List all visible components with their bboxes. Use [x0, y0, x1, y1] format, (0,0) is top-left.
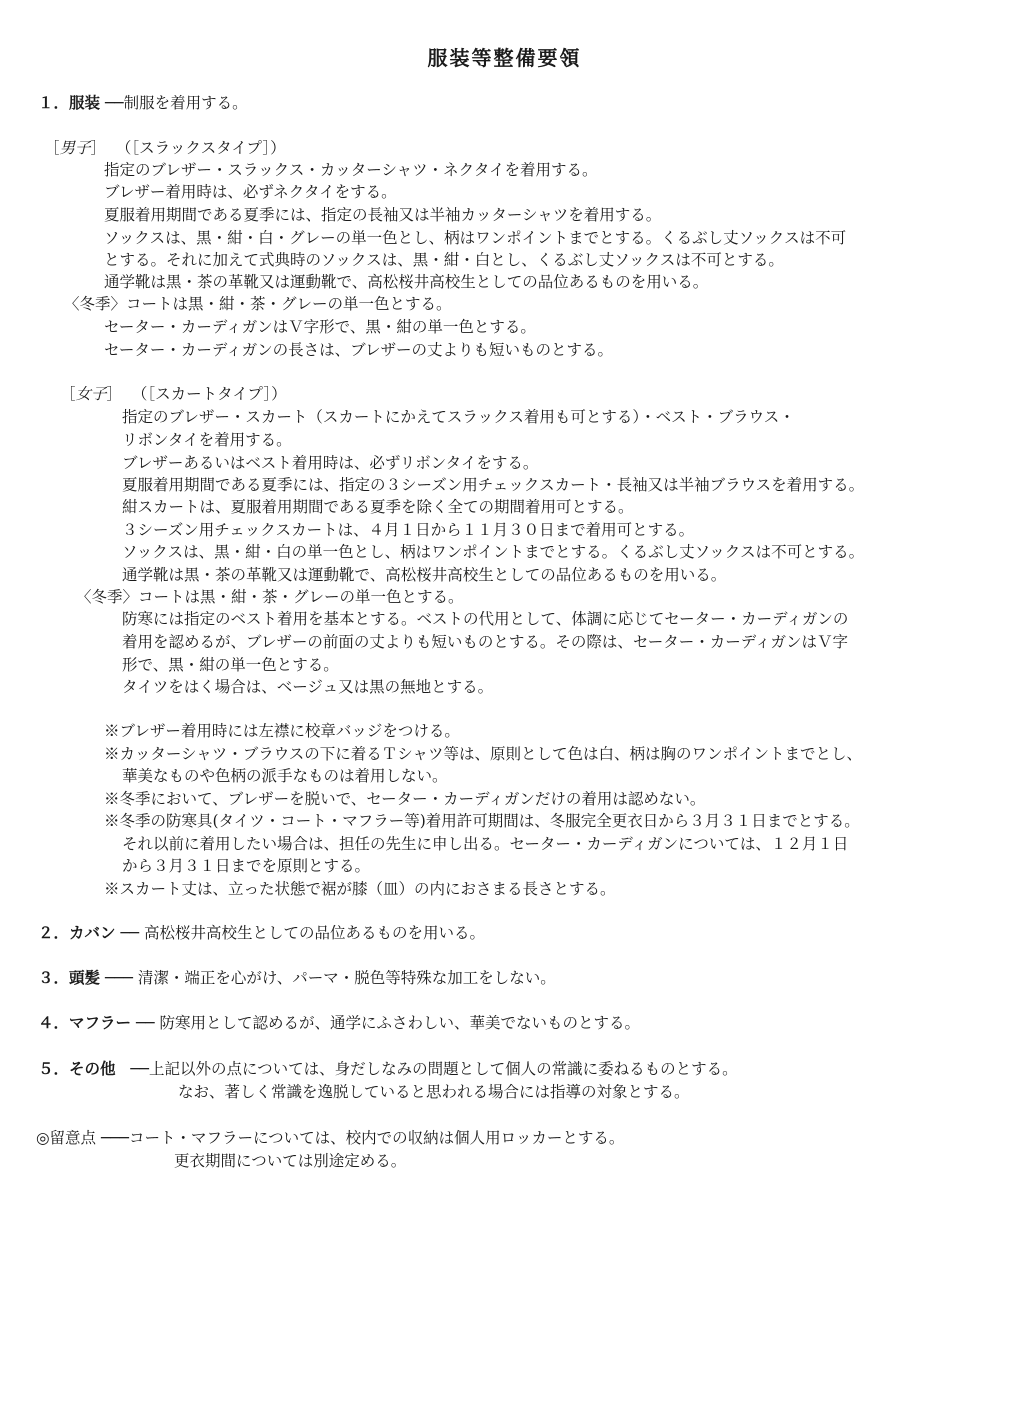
male-line: 通学靴は黒・茶の革靴又は運動靴で、高松桜井高校生としての品位あるものを用いる。	[104, 273, 709, 291]
female-line: ソックスは、黒・紺・白の単一色とし、柄はワンポイントまでとする。くるぶし丈ソックスは不可とする。	[122, 543, 865, 561]
document-title: 服装等整備要領	[427, 46, 582, 70]
female-line: ３シーズン用チェックスカートは、４月１日から１１月３０日まで着用可とする。	[122, 521, 695, 539]
section-2-title: カバン	[69, 924, 116, 942]
male-heading	[44, 137, 286, 159]
male-line: とする。それに加えて式典時のソックスは、黒・紺・白とし、くるぶし丈ソックスは不可とする。	[104, 251, 784, 269]
male-winter-line: セーター・カーディガンはＶ字形で、黒・紺の単一色とする。	[104, 318, 536, 336]
section-1-desc: ──制服を着用する。	[104, 94, 248, 112]
note-line: それ以前に着用したい場合は、担任の先生に申し出る。セーター・カーディガンについては、１２月１日	[122, 835, 849, 853]
male-line: 指定のブレザー・スラックス・カッターシャツ・ネクタイを着用する。	[104, 161, 598, 179]
female-line: リボンタイを着用する。	[122, 431, 292, 449]
section-3-number: ３．	[38, 969, 70, 987]
female-bracket-open: ［	[60, 385, 76, 403]
male-bracket-open: ［	[44, 139, 60, 157]
male-winter-heading: 〈冬季〉コートは黒・紺・茶・グレーの単一色とする。	[64, 295, 452, 313]
section-4-title: マフラー	[69, 1014, 132, 1032]
remark-line2: 更衣期間については別途定める。	[174, 1152, 407, 1170]
note-line: から３月３１日までを原則とする。	[122, 857, 371, 875]
female-line: ブレザーあるいはベスト着用時は、必ずリボンタイをする。	[122, 454, 539, 472]
female-line: 紺スカートは、夏服着用期間である夏季を除く全ての期間着用可とする。	[122, 498, 634, 516]
female-winter-heading: 〈冬季〉コートは黒・紺・茶・グレーの単一色とする。	[76, 588, 464, 606]
section-5-title: その他	[69, 1060, 116, 1078]
female-label: 女子	[75, 385, 107, 403]
section-1-heading	[38, 92, 248, 114]
female-line: 指定のブレザー・スカート（スカートにかえてスラックス着用も可とする）・ベスト・ブラウス・	[122, 408, 795, 426]
note-line: 華美なものや色柄の派手なものは着用しない。	[122, 767, 448, 785]
female-winter-line: 防寒には指定のベスト着用を基本とする。ベストの代用として、体調に応じてセーター・カーディガンの	[122, 610, 849, 628]
remark-desc: ───コート・マフラーについては、校内での収納は個人用ロッカーとする。	[100, 1129, 625, 1147]
note-line: ※ブレザー着用時には左襟に校章バッジをつける。	[104, 722, 460, 740]
section-3	[38, 967, 556, 989]
section-3-desc: ─── 清潔・端正を心がけ、パーマ・脱色等特殊な加工をしない。	[104, 969, 556, 987]
section-1-title: 服装	[69, 94, 101, 112]
female-winter-line: 形で、黒・紺の単一色とする。	[122, 656, 339, 674]
section-1-number: １．	[38, 94, 70, 112]
male-line: ブレザー着用時は、必ずネクタイをする。	[104, 183, 397, 201]
remark-title: ◎留意点	[36, 1129, 97, 1147]
section-5-line2: なお、著しく常識を逸脱していると思われる場合には指導の対象とする。	[178, 1083, 690, 1101]
section-4-desc: ── 防寒用として認めるが、通学にふさわしい、華美でないものとする。	[135, 1014, 641, 1032]
male-line: 夏服着用期間である夏季には、指定の長袖又は半袖カッターシャツを着用する。	[104, 206, 662, 224]
section-4-number: ４．	[38, 1014, 70, 1032]
female-line: 通学靴は黒・茶の革靴又は運動靴で、高松桜井高校生としての品位あるものを用いる。	[122, 566, 727, 584]
male-bracket-close: ］	[90, 139, 107, 157]
female-bracket-close: ］	[106, 385, 123, 403]
section-5-number: ５．	[38, 1060, 70, 1078]
section-3-title: 頭髪	[69, 969, 101, 987]
male-type: （［スラックスタイプ］）	[115, 139, 286, 157]
female-heading	[60, 383, 287, 405]
section-5	[38, 1058, 738, 1080]
section-2-desc: ── 高松桜井高校生としての品位あるものを用いる。	[120, 924, 486, 942]
note-line: ※カッターシャツ・ブラウスの下に着るＴシャツ等は、原則として色は白、柄は胸のワンポイントまでとし、	[104, 745, 862, 763]
female-winter-line: 着用を認めるが、ブレザーの前面の丈よりも短いものとする。その際は、セーター・カーディガンはＶ字	[122, 633, 849, 651]
note-line: ※冬季において、ブレザーを脱いで、セーター・カーディガンだけの着用は認めない。	[104, 790, 706, 808]
female-type: （［スカートタイプ］）	[131, 385, 287, 403]
note-line: ※冬季の防寒具(タイツ・コート・マフラー等)着用許可期間は、冬服完全更衣日から３月３１日までとする。	[104, 812, 860, 830]
female-line: 夏服着用期間である夏季には、指定の３シーズン用チェックスカート・長袖又は半袖ブラウスを着用する。	[122, 476, 865, 494]
male-winter-line: セーター・カーディガンの長さは、ブレザーの丈よりも短いものとする。	[104, 341, 614, 359]
section-2-number: ２．	[38, 924, 70, 942]
male-line: ソックスは、黒・紺・白・グレーの単一色とし、柄はワンポイントまでとする。くるぶし丈ソックスは不可	[104, 229, 847, 247]
note-line: ※スカート丈は、立った状態で裾が膝（皿）の内におさまる長さとする。	[104, 880, 616, 898]
remark	[36, 1127, 624, 1149]
male-label: 男子	[59, 139, 91, 157]
section-5-desc: ──上記以外の点については、身だしなみの問題として個人の常識に委ねるものとする。	[130, 1060, 738, 1078]
section-2	[38, 922, 485, 944]
section-4	[38, 1012, 640, 1034]
female-winter-line: タイツをはく場合は、ベージュ又は黒の無地とする。	[122, 678, 494, 696]
